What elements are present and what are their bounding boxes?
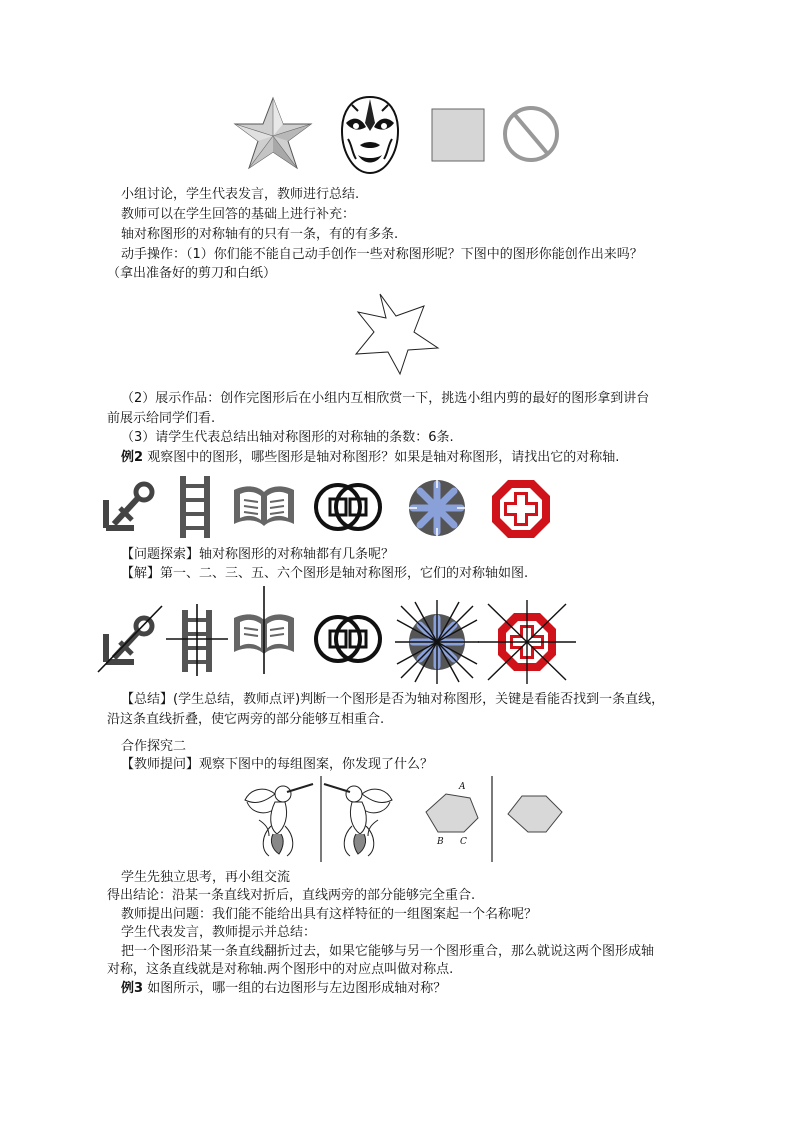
example-2-text: 观察图中的图形，哪些图形是轴对称图形？如果是轴对称图形，请找出它的对称轴. (147, 450, 620, 465)
text-definition-2: 对称，这条直线就是对称轴.两个图形中的对应点叫做对称点. (107, 962, 454, 977)
text-axes-count: 轴对称图形的对称轴有的只有一条，有的有多条. (121, 227, 399, 242)
ladder-with-axes-figure (166, 604, 228, 676)
example-3-text: 如图所示，哪一组的右边图形与左边图形成轴对称？ (147, 981, 447, 996)
snowflake-with-axes-figure (395, 600, 479, 684)
book-icon (232, 484, 296, 528)
text-summary-2: 沿这条直线折叠，使它两旁的部分能够互相重合. (107, 712, 385, 727)
dashed-axis-line-2 (491, 776, 493, 862)
book-with-axis-figure (232, 586, 296, 674)
text-teacher-asks-name: 教师提出问题：我们能不能给出具有这样特征的一组图案起一个名称呢？ (121, 907, 538, 922)
angel-right-figure (322, 780, 398, 860)
pentagon-right-figure (506, 792, 564, 836)
example-2-line (121, 449, 619, 467)
angel-left-figure (239, 780, 315, 860)
text-hands-on-1: 动手操作：（1）你们能不能自己动手创作一些对称图形呢？下图中的图形你能创作出来吗？ (121, 247, 643, 262)
snowflake-icon (407, 478, 467, 538)
red-cross-icon (490, 478, 552, 540)
vertex-label-c: C (460, 837, 467, 847)
vertex-label-a: A (459, 782, 466, 792)
section-heading-coop-2: 合作探究二 (121, 739, 187, 754)
text-group-discussion: 小组讨论，学生代表发言，教师进行总结. (121, 187, 360, 202)
text-solution: 【解】第一、二、三、五、六个图形是轴对称图形，它们的对称轴如图. (121, 566, 529, 581)
text-think-exchange: 学生先独立思考，再小组交流 (121, 870, 291, 885)
coins-no-axis-figure (312, 611, 384, 667)
vertex-label-b: B (437, 837, 444, 847)
text-summary-1: 【总结】(学生总结，教师点评)判断一个图形是否为轴对称图形，关键是看能否找到一条直线， (121, 692, 665, 707)
text-problem-explore: 【问题探索】轴对称图形的对称轴都有几条呢？ (121, 547, 395, 562)
opera-mask-figure (338, 95, 402, 175)
example-2-label: 例2 (121, 450, 144, 465)
text-axes-six: （3）请学生代表总结出轴对称图形的对称轴的条数：6条. (121, 430, 454, 445)
anchor-icon (100, 480, 160, 536)
anchor-with-axis-figure (96, 604, 166, 674)
six-point-star-figure (352, 292, 440, 376)
circle-slash-figure (501, 104, 561, 164)
text-hands-on-materials: （拿出准备好的剪刀和白纸） (107, 266, 277, 281)
star-figure (233, 96, 313, 171)
dashed-axis-line-1 (320, 776, 322, 862)
text-student-speak: 学生代表发言，教师提示并总结： (121, 925, 317, 940)
example-3-label: 例3 (121, 981, 144, 996)
text-conclusion: 得出结论：沿某一条直线对折后，直线两旁的部分能够完全重合. (107, 888, 476, 903)
text-show-works-1: （2）展示作品：创作完图形后在小组内互相欣赏一下，挑选小组内剪的最好的图形拿到讲台 (121, 391, 650, 406)
text-teacher-question: 【教师提问】观察下图中的每组图案，你发现了什么？ (121, 757, 434, 772)
text-definition-1: 把一个图形沿某一条直线翻折过去，如果它能够与另一个图形重合，那么就说这两个图形成轴 (121, 944, 655, 959)
pentagon-left-figure (424, 792, 482, 836)
coins-icon (312, 479, 384, 535)
example-3-line (121, 980, 446, 998)
red-cross-with-axes-figure (478, 600, 576, 684)
ladder-icon (178, 474, 212, 540)
text-teacher-supplement: 教师可以在学生回答的基础上进行补充： (121, 207, 356, 222)
text-show-works-2: 前展示给同学们看. (107, 411, 216, 426)
square-figure (431, 108, 485, 162)
